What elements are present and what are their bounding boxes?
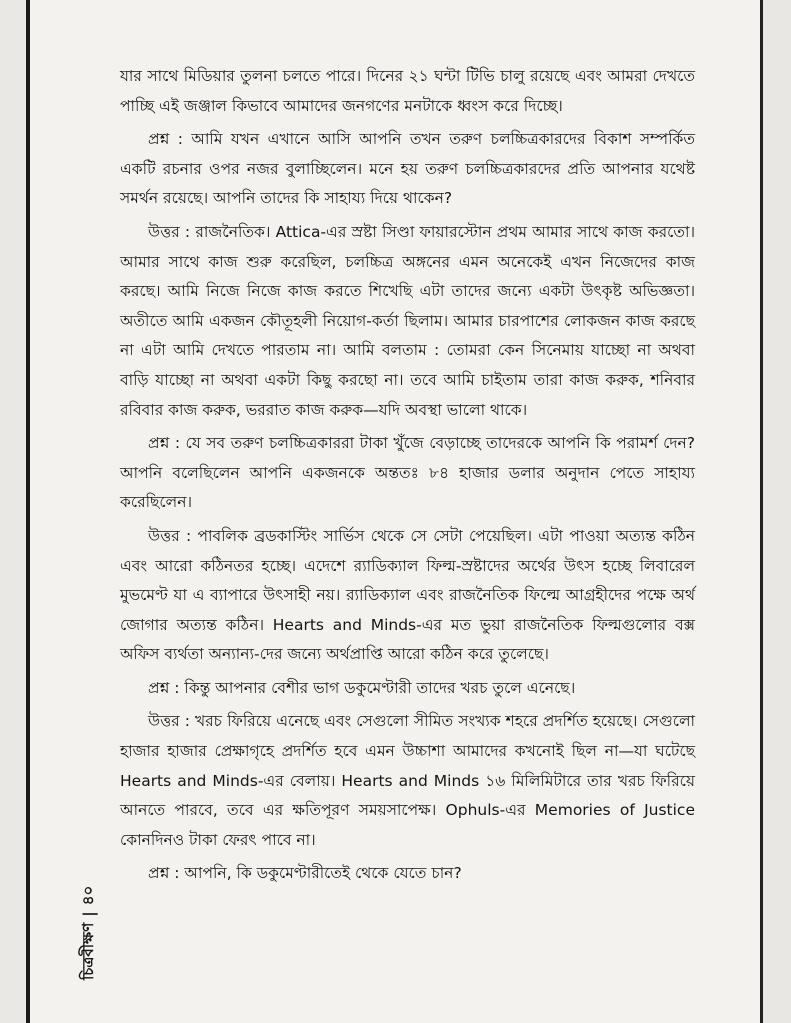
scan-right-border <box>760 0 763 1023</box>
page-body <box>120 62 695 889</box>
paragraph-question: প্রশ্ন : আমি যখন এখানে আসি আপনি তখন তরুণ চলচ্চিত্রকারদের বিকাশ সম্পর্কিত একটি রচনার ওপর নজর বুলাচ্ছিলেন। মনে হয় তরুণ চলচ্চিত্রকারদের প্রতি আপনার যথেষ্ট সমর্থন রয়েছে। আপনি তাদের কি সাহায্য দিয়ে থাকেন? <box>120 130 695 208</box>
paragraph-answer: উত্তর : পাবলিক ব্রডকাস্টিং সার্ভিস থেকে সে সেটা পেয়েছিল। এটা পাওয়া অত্যন্ত কঠিন এবং আরো কঠিনতর হচ্ছে। এদেশে র‍্যাডিক্যাল ফিল্ম-স্রষ্টাদের অর্থের উৎস হচ্ছে লিবারেল মুভমেণ্ট যা এ ব্যাপারে উৎসাহী নয়। র‍্যাডিক্যাল এবং রাজনৈতিক ফিল্মে আগ্রহীদের পক্ষে অর্থ জোগার অত্যন্ত কঠিন। Hearts and Minds-এর মত ভুয়া রাজনৈতিক ফিল্মগুলোর বক্স অফিস ব্যর্থতা অন্যান্য-দের জন্যে অর্থপ্রাপ্তি আরো কঠিন করে তুলেছে। <box>120 526 695 664</box>
paragraph-question: প্রশ্ন : কিন্তু আপনার বেশীর ভাগ ডকুমেণ্টারী তাদের খরচ তুলে এনেছে। <box>148 678 576 697</box>
paragraph-answer: উত্তর : রাজনৈতিক। Attica-এর স্রষ্টা সিণ্ডা ফায়ারস্টোন প্রথম আমার সাথে কাজ করতো। আমার সাথে কাজ শুরু করেছিল, চলচ্চিত্র অঙ্গনের এমন অনেকেই এখন নিজেদের কাজ করছে। আমি নিজে নিজে কাজ করতে শিখেছি এটা তাদের জন্যে একটা উৎকৃষ্ট অভিজ্ঞতা। অতীতে আমি একজন কৌতূহলী নিয়োগ-কর্তা ছিলাম। আমার চারপাশের লোকজন কাজ করছে না এটা আমি দেখতে পারতাম না। আমি বলতাম : তোমরা কেন সিনেমায় যাচ্ছো না অথবা বাড়ি যাচ্ছো না অথবা একটা কিছু করছো না। তবে আমি চাইতাম তারা কাজ করুক, শনিবার রবিবার কাজ করুক, ভররাত কাজ করুক—যদি অবস্থা ভালো থাকে। <box>120 222 695 419</box>
journal-name: চিত্রবীক্ষণ <box>78 922 97 980</box>
footer-separator: | <box>80 911 98 917</box>
paragraph-question: প্রশ্ন : আপনি, কি ডকুমেণ্টারীতেই থেকে যেতে চান? <box>148 864 462 883</box>
scan-left-border <box>26 0 30 1023</box>
page-number: ৪০ <box>78 885 97 906</box>
running-footer <box>74 850 104 980</box>
scan-right-edge <box>761 0 791 1023</box>
paragraph-answer: উত্তর : খরচ ফিরিয়ে এনেছে এবং সেগুলো সীমিত সংখ্যক শহরে প্রদর্শিত হয়েছে। সেগুলো হাজার হাজার প্রেক্ষাগৃহে প্রদর্শিত হবে এমন উচ্চাশা আমাদের কখনোই ছিল না—যা ঘটেছে Hearts and Minds-এর বেলায়। Hearts and Minds ১৬ মিলিমিটারে তার খরচ ফিরিয়ে আনতে পারবে, তবে এর ক্ষতিপূরণ সময়সাপেক্ষ। Ophuls-এর Memories of Justice কোনদিনও টাকা ফেরৎ পাবে না। <box>120 712 695 849</box>
paragraph-continuation: যার সাথে মিডিয়ার তুলনা চলতে পারে। দিনের ২১ ঘন্টা টিভি চালু রয়েছে এবং আমরা দেখতে পাচ্ছি এই জঞ্জাল কিভাবে আমাদের জনগণের মনটাকে ধ্বংস করে দিচ্ছে। <box>120 67 695 115</box>
paragraph-question: প্রশ্ন : যে সব তরুণ চলচ্চিত্রকাররা টাকা খুঁজে বেড়াচ্ছে তাদেরকে আপনি কি পরামর্শ দেন? আপনি বলেছিলেন আপনি একজনকে অন্ততঃ ৮৪ হাজার ডলার অনুদান পেতে সাহায্য করেছিলেন। <box>120 434 695 512</box>
